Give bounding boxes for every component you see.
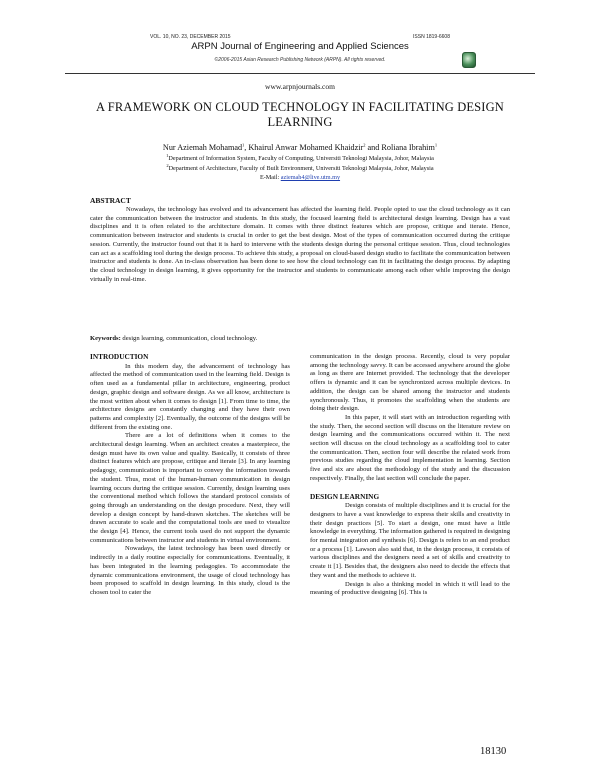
affil-text: Department of Architecture, Faculty of Built Environment, Universiti Teknologi Malaysia, Johor, Malaysia: [168, 165, 434, 172]
keywords-label: Keywords:: [90, 335, 121, 342]
author-name: Khairul Anwar Mohamed Khaidzir: [248, 143, 364, 152]
paragraph: Design consists of multiple disciplines and it is crucial for the designers to have a vast knowledge to express their skills and creativity in their design practices [5]. To start a design, one must have a little knowledge in everything. The information gathered is required in designing for mental integration and synthesis [6]. Design is refers to an end product or a process [1]. Lawson also said that, in the design process, it consists of various disciplines and the designers need a set of skills and creativity to create it [1]. Besides that, the designers also need to decide the effects that they want and the methods to achieve it.: [310, 502, 510, 579]
author-affil-mark: 1: [242, 142, 245, 148]
author-separator: and: [365, 143, 382, 152]
paragraph: Nowadays, the latest technology has been used directly or indirectly in a daily routine especially for communications. Eventually, it has been integrated in the learning pedagogies. To accommodate the dynamic communications environment, the usage of cloud technology has been proposed to scaffold in design learning. In this study, cloud is the chosen tool to cater the: [90, 545, 290, 596]
journal-name: ARPN Journal of Engineering and Applied Sciences: [191, 41, 409, 52]
affiliation: [0, 152, 600, 162]
journal-website[interactable]: www.arpnjournals.com: [265, 82, 335, 91]
paragraph: Design is also a thinking model in which it will lead to the meaning of productive designing [6]. This is: [310, 580, 510, 597]
email-label: E-Mail:: [259, 174, 281, 181]
volume-info: VOL. 10, NO. 23, DECEMBER 2015: [150, 34, 231, 40]
left-column: [90, 353, 290, 598]
affil-mark: 2: [166, 162, 169, 168]
journal-logo-icon: [462, 52, 476, 68]
affil-text: Department of Information System, Faculty of Computing, Universiti Teknologi Malaysia, Johor, Malaysia: [168, 155, 434, 162]
abstract-body: Nowadays, the technology has evolved and its advancement has affected the learning field. People opted to use the cloud technology as it can cater the communication between the instructor and students. In this study, the focused learning field is architectural design learning. Design has a vast disciplines and it is often related to the architecture domain. It comes with three distinct features which are propose, critique and iterate. Hence, communication between instructor and students is crucial in order to get the best design. Most of the types of communication occurred during the critique session. Currently, the instructor found out that it is hard to intervene with the students design during the personal critique session. Thus, cloud technologies can act as a scaffolding tool during the design process. To achieve this study, a proposal on cloud-based design studio to facilitate the communication between instructor and students is done. An in-class observation has been done to see how the cloud technology can fit in facilitating the design process. By adapting the cloud technology in design learning, it gives opportunity for the instructor and students to communicate among each other while improving the design virtually in real-time.: [90, 206, 510, 283]
author-list: [0, 143, 600, 152]
author-name: Nur Aziemah Mohamad: [162, 143, 243, 152]
abstract-heading: ABSTRACT: [90, 196, 131, 205]
right-column: [310, 353, 510, 598]
running-header: [150, 34, 450, 40]
section-heading-design-learning: DESIGN LEARNING: [310, 491, 380, 501]
issn: ISSN 1819-6608: [413, 34, 450, 40]
contact-email: [0, 174, 600, 181]
paragraph-continuation: communication in the design process. Recently, cloud is very popular among the technology savvy. It can be accessed anywhere around the globe as long as there are Internet provided. The technology that the developer offers is dynamic and it can be synchronized across multiple devices. In addition, the design can be shared among the instructor and students synchronously. Thus, it promotes the scaffolding when the students are doing their design.: [310, 353, 510, 413]
email-link[interactable]: aziemah4@live.utm.my: [280, 174, 341, 181]
keywords-text: design learning, communication, cloud technology.: [120, 335, 258, 342]
affil-mark: 1: [166, 152, 169, 158]
paragraph: In this paper, it will start with an introduction regarding with the study. Then, the second section will discuss on the literature review on design learning and the communications occurred within it. The next section will discuss on the cloud technology as a scaffolding tool to cater the communication. Then, section four will describe the related work from previous studies regarding the cloud implementation in learning. Section five and six are about the methodology of the study and the discussion respectively. Finally, the last section will conclude the paper.: [310, 413, 510, 482]
paper-title: A FRAMEWORK ON CLOUD TECHNOLOGY IN FACILITATING DESIGN LEARNING: [96, 100, 504, 129]
section-heading-introduction: INTRODUCTION: [90, 352, 149, 361]
author-affil-mark: 2: [363, 142, 366, 148]
keywords: [90, 335, 510, 342]
affiliation: [0, 162, 600, 172]
page-number: 18130: [480, 746, 507, 757]
author-separator: ,: [244, 143, 249, 152]
author-name: Roliana Ibrahim: [381, 143, 435, 152]
paragraph: There are a lot of definitions when it comes to the architectural design learning. When an architect creates a masterpiece, the design must have its own value and quality. Basically, it consists of three distinct features which are propose, critique and iterate [3]. In any learning pedagogy, communication is important to convey the information towards the student. Thus, most of the human-human communication in design learning occurs during the critique session. Currently, design learning uses the conventional method which follows the standard protocol consists of going through an understanding on the design procedure. Next, they will develop a design concept by hand-drawn sketches. The sketches will be drawn accurate to scale and the computational tools are used to visualize the design [4]. Hence, the current tools used do not support the dynamic communications between instructor and students in virtual environment.: [90, 432, 290, 544]
author-affil-mark: 1: [434, 142, 438, 148]
paragraph: In this modern day, the advancement of technology has affected the method of communication used in the learning field. Design is often used as a fundamental pillar in architecture, engineering, product design, graphic design and software design. As we all know, architecture is the most written about when it comes to design [1]. From time to time, the architecture designs are constantly changing and they have their own patterns and complexity [2]. Eventually, the outcome of the designs will be different from the existing one.: [90, 362, 290, 431]
header-divider: [65, 73, 535, 74]
copyright-notice: ©2006-2015 Asian Research Publishing Network (ARPN). All rights reserved.: [214, 57, 386, 63]
